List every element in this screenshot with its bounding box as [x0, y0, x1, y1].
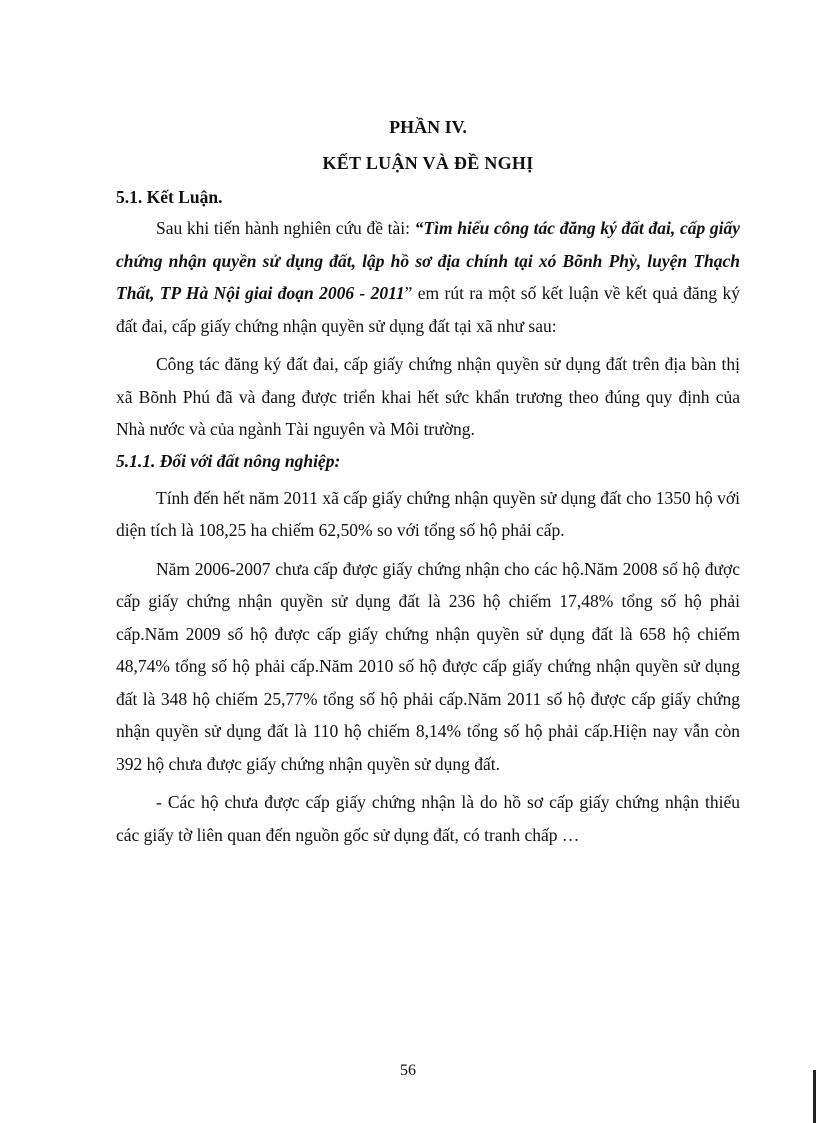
- part-title: PHẦN IV.: [389, 117, 467, 137]
- section-heading: 5.1. Kết Luận.: [116, 187, 223, 207]
- document-page: [116, 112, 740, 851]
- subsection-paragraph-2: Năm 2006-2007 chưa cấp được giấy chứng nhận cho các hộ.Năm 2008 số hộ được cấp giấy chứng nhận quyền sử dụng đất là 236 hộ chiếm 17,48% tổng số hộ phải cấp.Năm 2009 số hộ được cấp giấy chứng nhận quyền sử dụng đất là 658 hộ chiếm 48,74% tổng số hộ phải cấp.Năm 2010 số hộ được cấp giấy chứng nhận quyền sử dụng đất là 348 hộ chiếm 25,77% tổng số hộ phải cấp.Năm 2011 số hộ được cấp giấy chứng nhận quyền sử dụng đất là 110 hộ chiếm 8,14% tổng số hộ phải cấp.Hiện nay vẫn còn 392 hộ chưa được giấy chứng nhận quyền sử dụng đất.: [116, 558, 740, 774]
- intro-tail: ” em rút ra một số kết luận về kết quả đăng ký đất đai, cấp giấy chứng nhận quyền sử dụng đất tại xã như sau:: [116, 283, 741, 336]
- subsection-paragraph-3: - Các hộ chưa được cấp giấy chứng nhận là do hồ sơ cấp giấy chứng nhận thiếu các giấy tờ liên quan đến nguồn gốc sử dụng đất, có tranh chấp …: [116, 792, 740, 845]
- subsection-paragraph-1: Tính đến hết năm 2011 xã cấp giấy chứng nhận quyền sử dụng đất cho 1350 hộ với diện tích là 108,25 ha chiếm 62,50% so với tổng số hộ phải cấp.: [116, 487, 740, 540]
- section-paragraph-2: Công tác đăng ký đất đai, cấp giấy chứng nhận quyền sử dụng đất trên địa bàn thị xã Bõnh Phú đã và đang được triển khai hết sức khẩn trương theo đúng quy định của Nhà nước và của ngành Tài nguyên và Môi trường.: [116, 354, 740, 439]
- page-number: 56: [400, 1062, 416, 1079]
- thesis-title: “Tìm hiểu công tác đăng ký đất đai, cấp giấy chứng nhận quyền sử dụng đất, lập hồ sơ địa chính tại xó Bõnh Phỳ, luyện Thạch Thất, TP Hà Nội giai đoạn 2006 - 2011: [116, 218, 741, 303]
- part-subtitle: KẾT LUẬN VÀ ĐỀ NGHỊ: [322, 153, 534, 173]
- subsection-heading: 5.1.1. Đối với đất nông nghiệp:: [116, 450, 341, 471]
- intro-lead: Sau khi tiến hành nghiên cứu đề tài:: [156, 218, 415, 238]
- intro-paragraph: [116, 212, 740, 342]
